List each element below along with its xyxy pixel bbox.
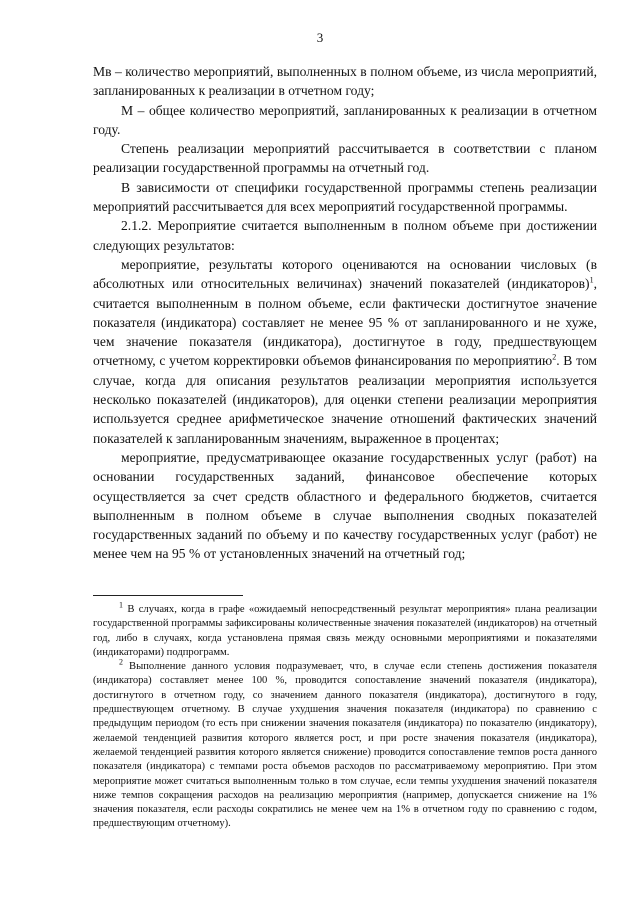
main-text (93, 62, 597, 564)
paragraph-numeric-indicators (93, 255, 597, 448)
footnote-ref-2: 2 (552, 352, 557, 362)
paragraph-mv-definition: Мв – количество мероприятий, выполненных в полном объеме, из числа мероприятий, запланированных к реализации в отчетном году; (93, 64, 597, 99)
footnote-1-mark: 1 (119, 600, 123, 610)
paragraph-program-specifics: В зависимости от специфики государственной программы степень реализации мероприятий рассчитывается для всех мероприятий государственной программы. (93, 179, 597, 215)
item1-part1: мероприятие, результаты которого оцениваются на основании числовых (в абсолютных или относительных величинах) значений показателей (индикаторов) (93, 256, 597, 292)
paragraph-section-2-1-2: 2.1.2. Мероприятие считается выполненным в полном объеме при достижении следующих результатов: (93, 218, 597, 253)
footnote-ref-1: 1 (589, 275, 594, 285)
footnotes (93, 600, 597, 832)
item1-part3: . В том случае, когда для описания результатов реализации мероприятия используется несколько показателей (индикаторов), для оценки степени реализации мероприятия используется среднее арифметическое значение отношений фактических значений показателей к запланированным значениям, выраженное в процентах; (93, 353, 597, 446)
footnote-divider (93, 595, 243, 596)
footnote-2-mark: 2 (119, 657, 123, 667)
item1-part2: , считается выполненным в полном объеме, если фактически достигнутое значение показателя (индикатора) составляет не менее 95 % от запланированного и не хуже, чем значение показателя (индикатора), достигнутое в году, предшествующем отчетному, с учетом корректировки объемов финансирования по мероприятию (93, 276, 597, 369)
paragraph-implementation-degree: Степень реализации мероприятий рассчитывается в соответствии с планом реализации государственной программы на отчетный год. (93, 141, 597, 176)
footnote-1 (93, 600, 597, 660)
footnote-2-text: Выполнение данного условия подразумевает, что, в случае если степень достижения показателя (индикатора) составляет менее 100 %, проводится сопоставление значений показателя (индикатора), достигнутого в отчетном году, со значением данного показателя (индикатора), достигнутого в году, предшествующем отчетному. В случае ухудшения значения показателя (индикатора) по сравнению с предыдущим периодом (то есть при снижении значения показателя (индикатора) по показателю (индикатору), желаемой тенденцией развития которого является рост, и при росте значения показателя (индикатора), желаемой тенденцией развития которого является снижение) проводится сопоставление темпов роста данного показателя (индикатора) с темпами роста объемов расходов по рассматриваемому мероприятию. При этом мероприятие может считаться выполненным только в том случае, если темпы ухудшения значений показателя ниже темпов сокращения расходов на реализацию мероприятия (например, допускается снижение на 1% значения показателя, если расходы сократились не менее чем на 1% в отчетном году по сравнению с годом, предшествующим отчетному). (93, 661, 597, 830)
paragraph-state-services: мероприятие, предусматривающее оказание государственных услуг (работ) на основании государственных заданий, финансовое обеспечение которых осуществляется за счет средств областного и федерального бюджетов, считается выполненным в полном объеме в случае выполнения сводных показателей государственных заданий по объему и по качеству государственных услуг (работ) не менее чем на 95 % от установленных значений на отчетный год; (93, 449, 597, 562)
footnote-1-text: В случаях, когда в графе «ожидаемый непосредственный результат мероприятия» плана реализации государственной программы зафиксированы количественные значения показателей (индикаторов) на отчетный год, либо в случаях, когда установлена прямая связь между основными мероприятиями и показателями (индикаторами) подпрограмм. (93, 604, 597, 658)
page-number: 3 (316, 30, 324, 45)
footnote-2 (93, 657, 597, 832)
paragraph-m-definition: М – общее количество мероприятий, запланированных к реализации в отчетном году. (93, 102, 597, 137)
